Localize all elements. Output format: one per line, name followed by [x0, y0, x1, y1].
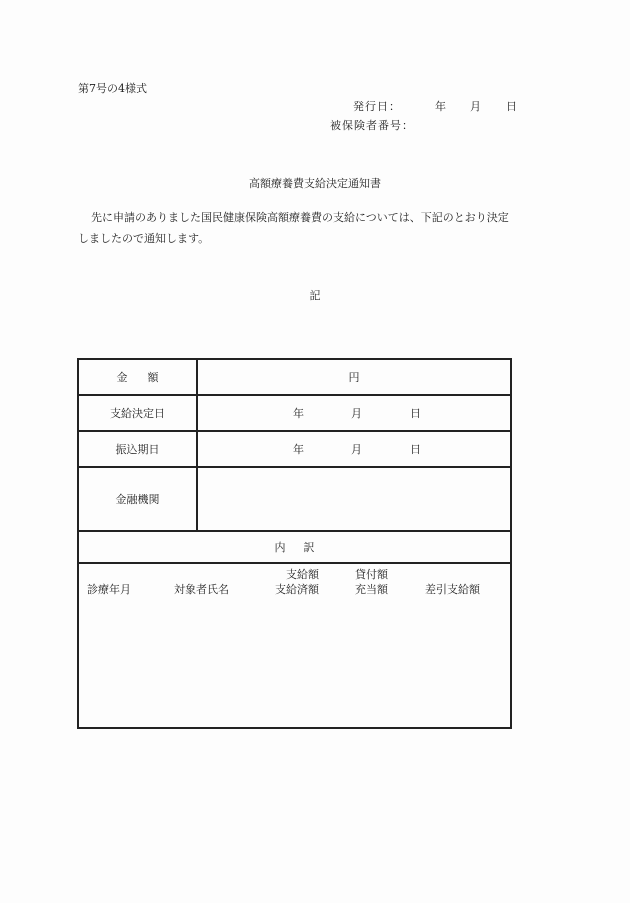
col-treatment-month: 診療年月: [87, 583, 131, 596]
breakdown-header-cell: [79, 532, 510, 562]
transfer-date-label: 振込期日: [115, 443, 160, 456]
issue-date-day: 日: [506, 100, 517, 113]
decision-date-value-cell: [198, 396, 510, 430]
issue-date-year: 年: [435, 100, 446, 113]
amount-label-cell: [79, 360, 198, 394]
document-body: 先に申請のありました国民健康保険高額療養費の支給については、下記のとおり決定しましたので通知します。: [78, 211, 509, 245]
row-bank: [79, 468, 510, 532]
transfer-date-day: 日: [410, 443, 421, 456]
col-patient-name: 対象者氏名: [174, 583, 229, 596]
decision-table: [77, 358, 512, 729]
row-breakdown-header: [79, 532, 510, 564]
row-transfer-date: [79, 432, 510, 468]
col-loan-amount-bottom: 充当額: [355, 583, 388, 596]
ki-label: 記: [309, 289, 321, 302]
bank-label-cell: [79, 468, 198, 530]
decision-date-label-cell: [79, 396, 198, 430]
bank-value-cell: [198, 468, 510, 530]
issue-date-month: 月: [470, 100, 481, 113]
document-title: 高額療養費支給決定通知書: [249, 177, 381, 190]
col-net-amount: 差引支給額: [425, 583, 480, 596]
form-number: 第7号の4様式: [78, 82, 147, 95]
decision-date-year: 年: [293, 407, 304, 420]
row-breakdown-details: [79, 564, 510, 727]
row-amount: [79, 360, 510, 396]
bank-label: 金融機関: [115, 493, 160, 506]
col-loan-amount-top: 貸付額: [355, 568, 388, 581]
transfer-date-year: 年: [293, 443, 304, 456]
decision-date-label: 支給決定日: [110, 407, 165, 420]
col-paid-amount-bottom: 支給済額: [275, 583, 319, 596]
transfer-date-value-cell: [198, 432, 510, 466]
transfer-date-label-cell: [79, 432, 198, 466]
decision-date-month: 月: [351, 407, 362, 420]
breakdown-label: 内訳: [274, 541, 333, 554]
issue-date-label: 発行日：: [353, 100, 401, 113]
amount-unit: 円: [348, 371, 360, 384]
transfer-date-month: 月: [351, 443, 362, 456]
row-decision-date: [79, 396, 510, 432]
decision-date-day: 日: [410, 407, 421, 420]
amount-label: 金額: [116, 371, 179, 384]
col-paid-amount-top: 支給額: [286, 568, 319, 581]
amount-value-cell: [198, 360, 510, 394]
insured-number-label: 被保険者番号：: [330, 119, 414, 132]
